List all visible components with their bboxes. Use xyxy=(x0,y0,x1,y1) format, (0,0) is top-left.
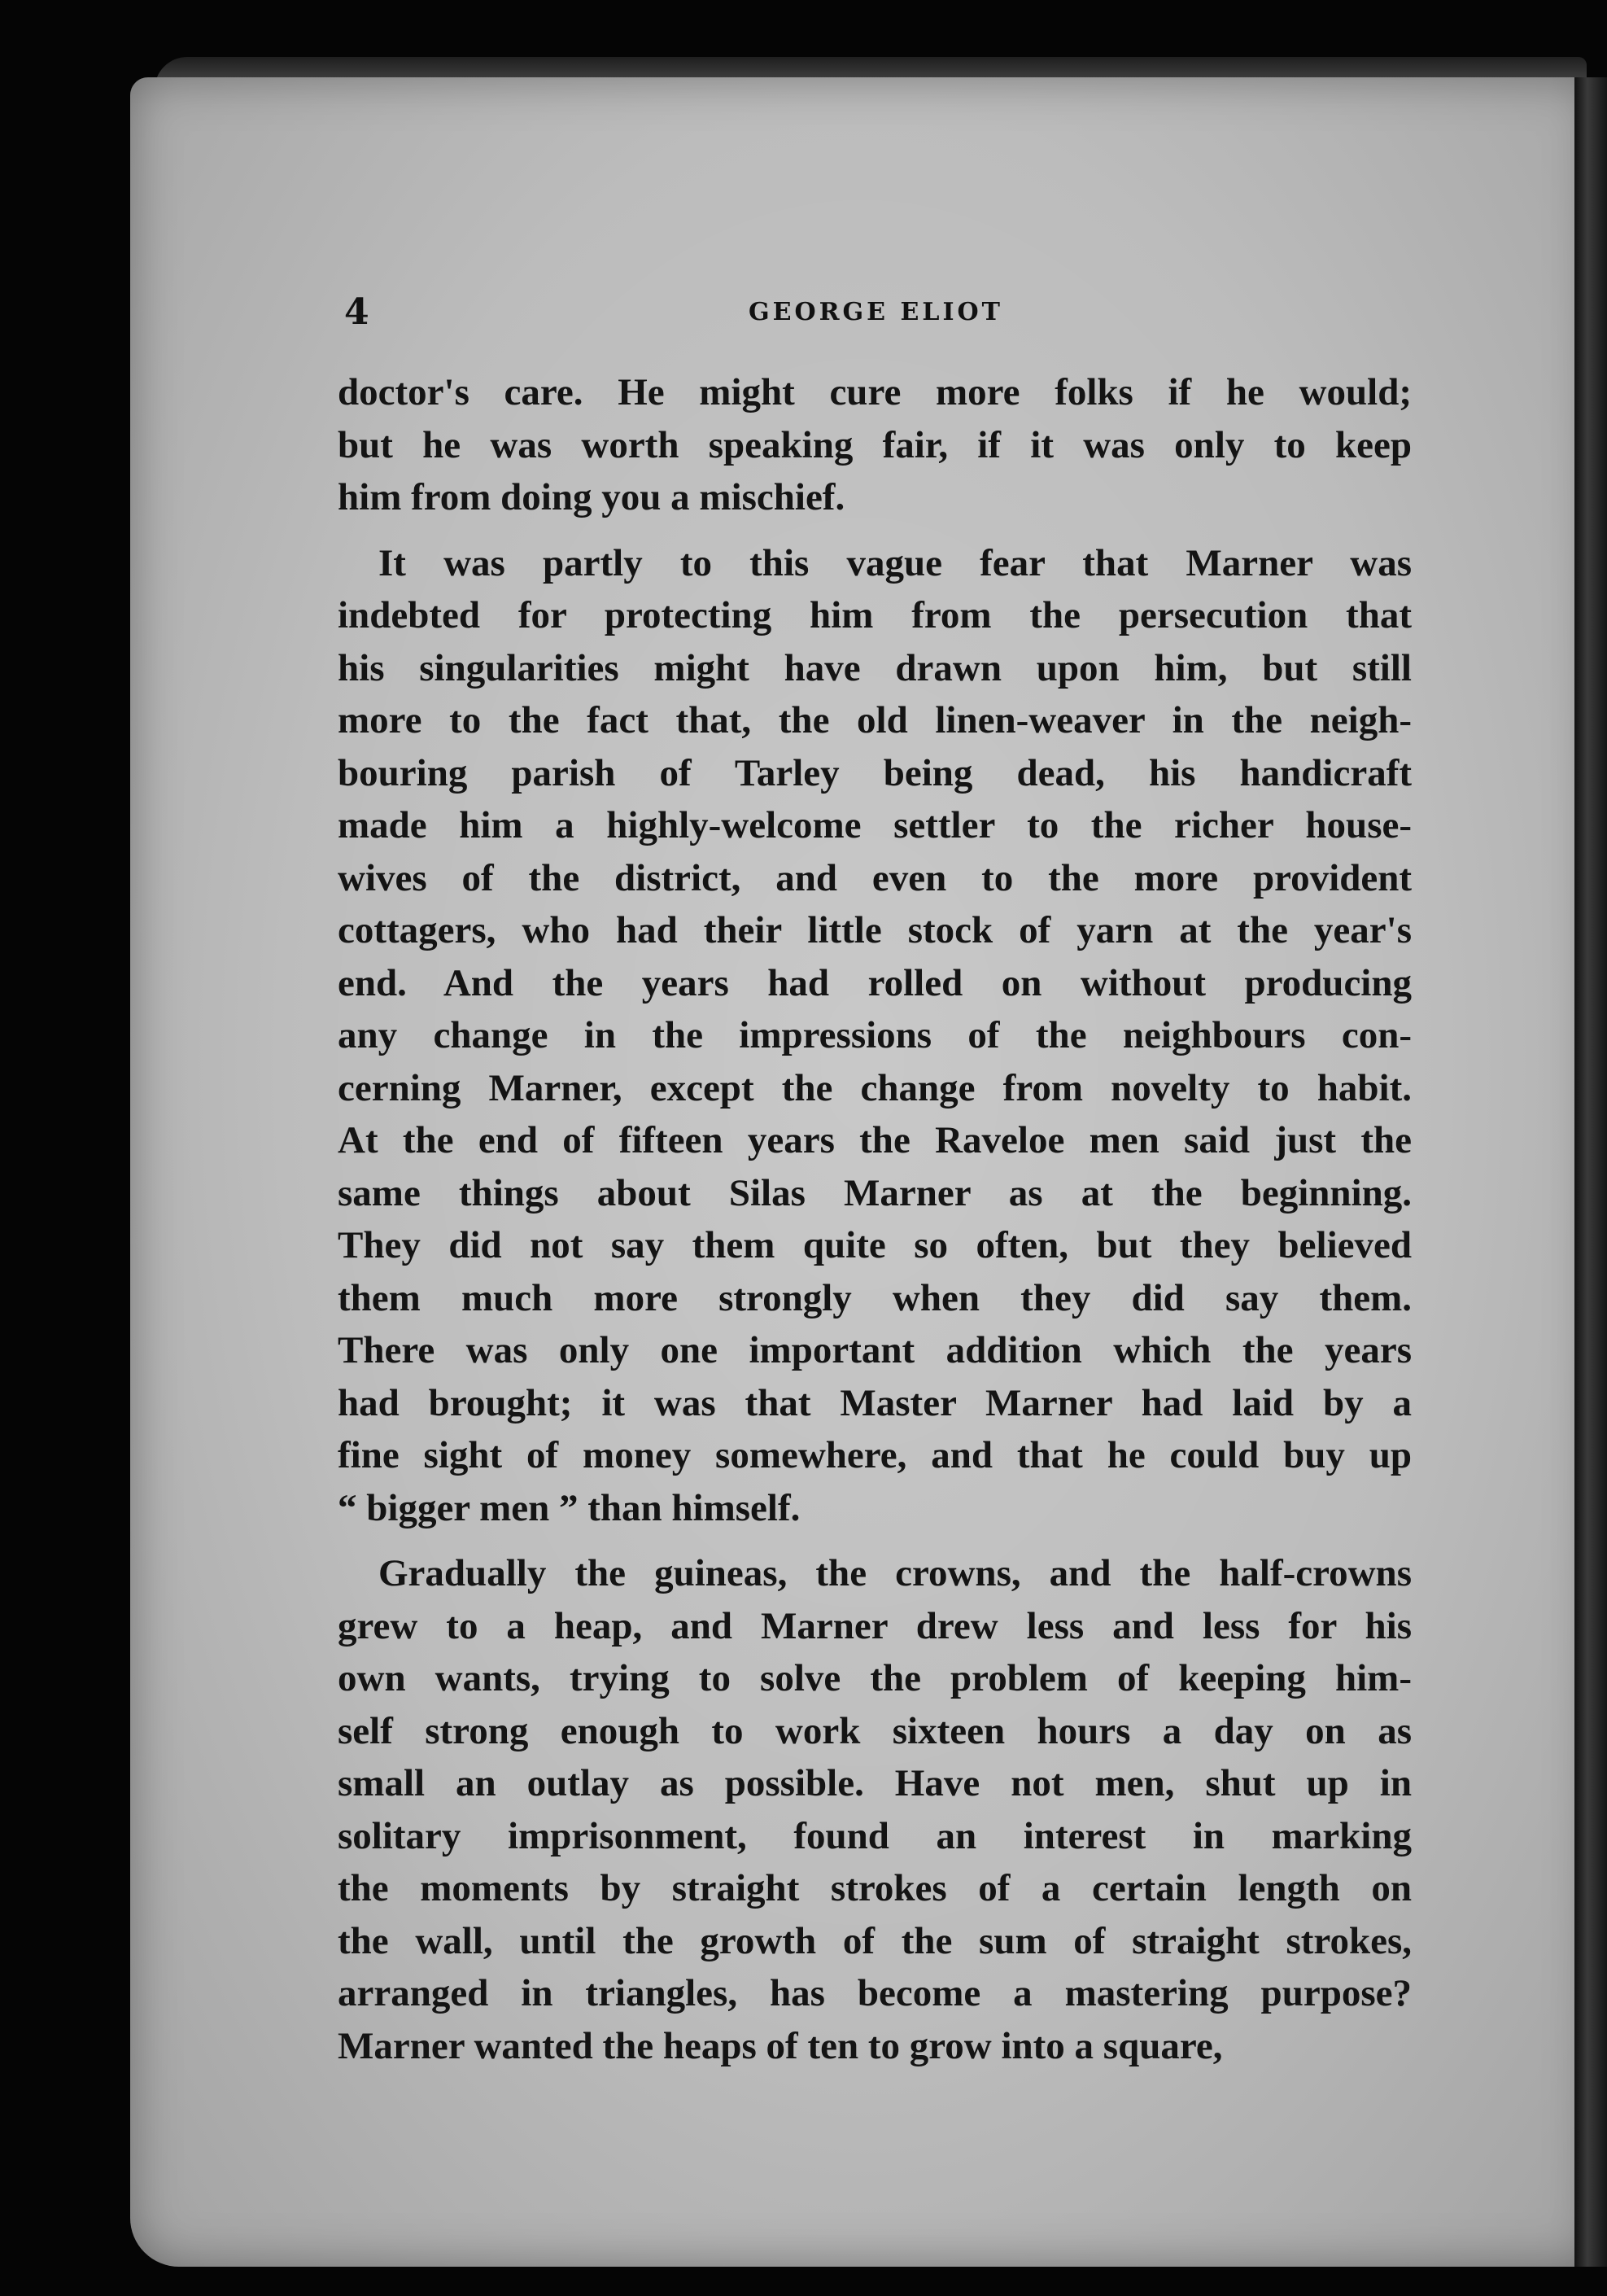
text-line: indebted for protecting him from the persecution that xyxy=(338,594,1412,636)
paragraph xyxy=(338,366,1412,524)
text-line: made him a highly-welcome settler to the richer house- xyxy=(338,804,1412,846)
text-line: had brought; it was that Master Marner had laid by a xyxy=(338,1381,1412,1424)
paragraph-gap xyxy=(338,524,1412,537)
text-line: end. And the years had rolled on without producing xyxy=(338,961,1412,1004)
text-line: arranged in triangles, has become a mastering purpose? xyxy=(338,1972,1412,2014)
text-line: doctor's care. He might cure more folks if he would; xyxy=(338,371,1412,413)
text-line: self strong enough to work sixteen hours a day on as xyxy=(338,1709,1412,1752)
text-line: cerning Marner, except the change from novelty to habit. xyxy=(338,1066,1412,1109)
body-text xyxy=(338,366,1412,2072)
text-line: him from doing you a mischief. xyxy=(338,476,845,518)
text-line: There was only one important addition which the years xyxy=(338,1329,1412,1371)
text-line: small an outlay as possible. Have not men, shut up in xyxy=(338,1762,1412,1804)
running-head xyxy=(0,291,1607,340)
text-line: the wall, until the growth of the sum of straight strokes, xyxy=(338,1919,1412,1962)
text-line: “ bigger men ” than himself. xyxy=(338,1486,801,1529)
paragraph xyxy=(338,1547,1412,2072)
text-line: more to the fact that, the old linen-weaver in the neigh- xyxy=(338,699,1412,741)
text-line: fine sight of money somewhere, and that he could buy up xyxy=(338,1434,1412,1476)
text-line: Marner wanted the heaps of ten to grow into a square, xyxy=(338,2024,1223,2067)
text-line: them much more strongly when they did say them. xyxy=(338,1276,1412,1319)
facing-page-edge xyxy=(1574,77,1607,2267)
paragraph xyxy=(338,537,1412,1535)
text-line: At the end of fifteen years the Raveloe men said just the xyxy=(338,1119,1412,1161)
text-line: but he was worth speaking fair, if it was only to keep xyxy=(338,423,1412,466)
running-title: GEORGE ELIOT xyxy=(749,298,1003,326)
text-line: any change in the impressions of the neighbours con- xyxy=(338,1014,1412,1056)
text-line: solitary imprisonment, found an interest in marking xyxy=(338,1814,1412,1857)
text-line: same things about Silas Marner as at the beginning. xyxy=(338,1171,1412,1214)
text-line: his singularities might have drawn upon him, but still xyxy=(338,646,1412,689)
text-line: wives of the district, and even to the more provident xyxy=(338,856,1412,899)
paragraph-gap xyxy=(338,1534,1412,1547)
text-line: They did not say them quite so often, but they believed xyxy=(338,1224,1412,1266)
text-line: the moments by straight strokes of a certain length on xyxy=(338,1867,1412,1909)
page-number: 4 xyxy=(344,291,369,333)
text-line: cottagers, who had their little stock of yarn at the year's xyxy=(338,909,1412,951)
text-line: bouring parish of Tarley being dead, his handicraft xyxy=(338,751,1412,794)
text-line: grew to a heap, and Marner drew less and less for his xyxy=(338,1604,1412,1647)
text-line: Gradually the guineas, the crowns, and the half-crowns xyxy=(378,1552,1412,1594)
text-line: own wants, trying to solve the problem of keeping him- xyxy=(338,1657,1412,1699)
text-line: It was partly to this vague fear that Marner was xyxy=(378,541,1412,584)
